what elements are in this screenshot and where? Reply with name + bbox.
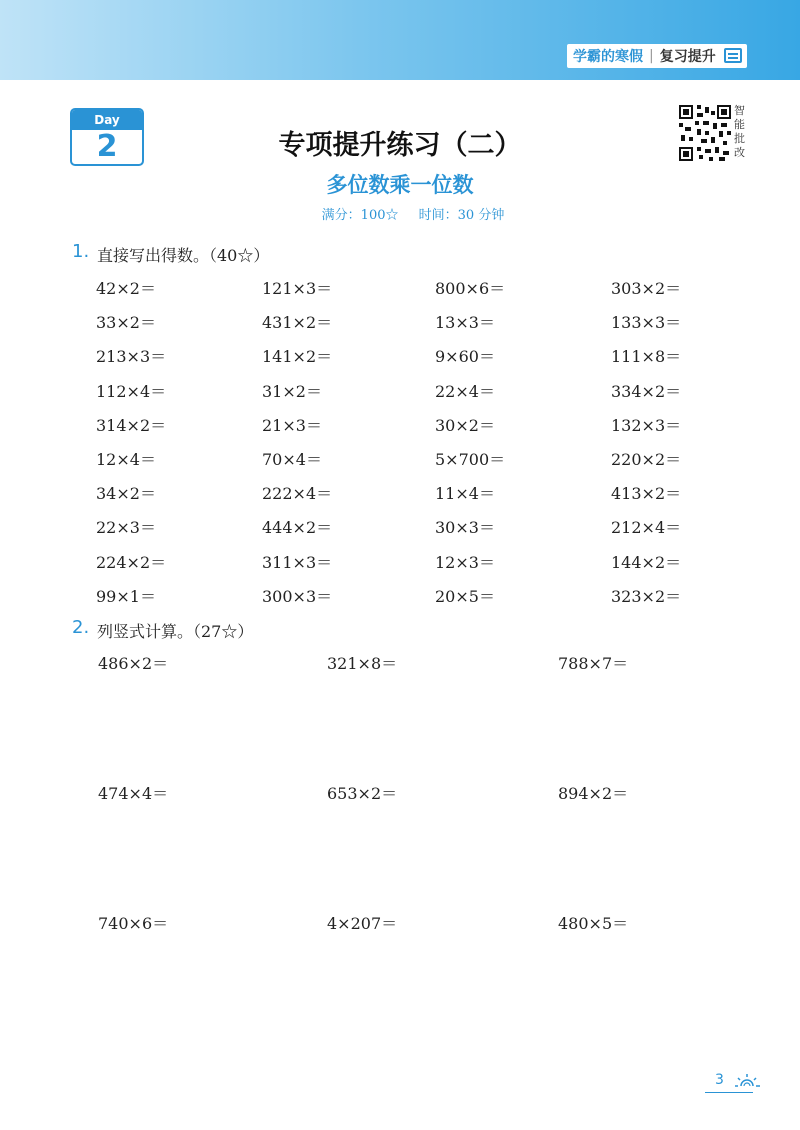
oral-calc-problem: 30×3＝ [435, 518, 495, 538]
oral-calc-problem: 303×2＝ [611, 279, 682, 298]
oral-calc-problem: 30×2＝ [435, 415, 495, 435]
oral-calc-problem: 212×4＝ [611, 518, 682, 538]
oral-calc-problem: 300×3＝ [262, 586, 333, 606]
oral-calc-problem: 22×4＝ [435, 381, 495, 401]
oral-calc-problem: 21×3＝ [262, 415, 322, 435]
oral-calc-problem: 33×2＝ [96, 313, 156, 333]
oral-calc-problem: 141×2＝ [262, 347, 333, 367]
series-title: 学霸的寒假 [573, 49, 643, 65]
footer-line [705, 1092, 753, 1093]
oral-calc-problem: 5×700＝ [435, 449, 506, 469]
day-label: Day [72, 110, 142, 130]
oral-calc-problem: 413×2＝ [611, 484, 682, 504]
question-2-text: 列竖式计算。（27☆） [97, 622, 254, 641]
oral-calc-problem: 133×3＝ [611, 313, 682, 333]
oral-calc-problem: 11×4＝ [435, 484, 495, 504]
vertical-calc-problem: 894×2＝ [558, 784, 629, 803]
oral-calc-problem: 132×3＝ [611, 415, 682, 435]
oral-calc-problem: 314×2＝ [96, 415, 167, 435]
exercise-meta [0, 204, 800, 223]
oral-calc-grid [96, 276, 796, 618]
page-number: 3 [715, 1072, 724, 1088]
oral-calc-problem: 444×2＝ [262, 518, 333, 538]
oral-calc-problem: 20×5＝ [435, 586, 495, 606]
header-bar [0, 0, 800, 80]
page-subtitle: 多位数乘一位数 [326, 173, 474, 197]
oral-calc-problem: 323×2＝ [611, 586, 682, 606]
vertical-calc-problem: 474×4＝ [98, 784, 169, 803]
calendar-ring-icon [122, 108, 126, 114]
day-number: 2 [96, 129, 118, 164]
vertical-calc-problem: 788×7＝ [558, 654, 629, 673]
oral-calc-problem: 431×2＝ [262, 313, 333, 333]
question-1-text: 直接写出得数。（40☆） [97, 246, 270, 265]
vertical-calc-grid [98, 651, 798, 1041]
vertical-calc-problem: 653×2＝ [327, 784, 398, 803]
oral-calc-problem: 311×3＝ [262, 552, 333, 572]
section-title: 复习提升 [659, 49, 716, 65]
header-badge [567, 44, 747, 68]
vertical-calc-problem: 321×8＝ [327, 654, 398, 673]
oral-calc-problem: 31×2＝ [262, 381, 322, 401]
page-title: 专项提升练习（二） [278, 130, 522, 161]
question-1-number: 1. [72, 241, 90, 262]
page-footer [705, 1070, 765, 1092]
oral-calc-problem: 13×3＝ [435, 313, 495, 333]
oral-calc-problem: 34×2＝ [96, 484, 156, 504]
vertical-calc-problem: 486×2＝ [98, 654, 169, 673]
sun-icon [735, 1072, 763, 1092]
oral-calc-problem: 70×4＝ [262, 449, 322, 469]
oral-calc-problem: 121×3＝ [262, 279, 333, 298]
time-limit: 时间：30 分钟 [418, 208, 505, 223]
vertical-calc-problem: 740×6＝ [98, 914, 169, 933]
oral-calc-problem: 222×4＝ [262, 484, 333, 504]
oral-calc-problem: 111×8＝ [611, 347, 682, 367]
qr-label: 智能批改 [734, 104, 745, 159]
oral-calc-problem: 112×4＝ [96, 381, 167, 401]
calendar-ring-icon [90, 108, 94, 114]
oral-calc-problem: 9×60＝ [435, 347, 495, 367]
oral-calc-problem: 220×2＝ [611, 449, 682, 469]
oral-calc-problem: 334×2＝ [611, 381, 682, 401]
vertical-calc-problem: 4×207＝ [327, 914, 398, 933]
oral-calc-problem: 144×2＝ [611, 552, 682, 572]
oral-calc-problem: 800×6＝ [435, 279, 506, 298]
oral-calc-problem: 224×2＝ [96, 552, 167, 572]
qr-code-icon[interactable] [679, 105, 731, 161]
book-icon [724, 48, 742, 63]
separator: | [649, 48, 654, 64]
full-score: 满分：100☆ [321, 208, 399, 223]
oral-calc-problem: 12×4＝ [96, 449, 156, 469]
question-2-number: 2. [72, 617, 90, 638]
oral-calc-problem: 213×3＝ [96, 347, 167, 367]
oral-calc-problem: 12×3＝ [435, 552, 495, 572]
oral-calc-problem: 42×2＝ [96, 279, 156, 298]
vertical-calc-problem: 480×5＝ [558, 914, 629, 933]
oral-calc-problem: 99×1＝ [96, 586, 156, 606]
oral-calc-problem: 22×3＝ [96, 518, 156, 538]
